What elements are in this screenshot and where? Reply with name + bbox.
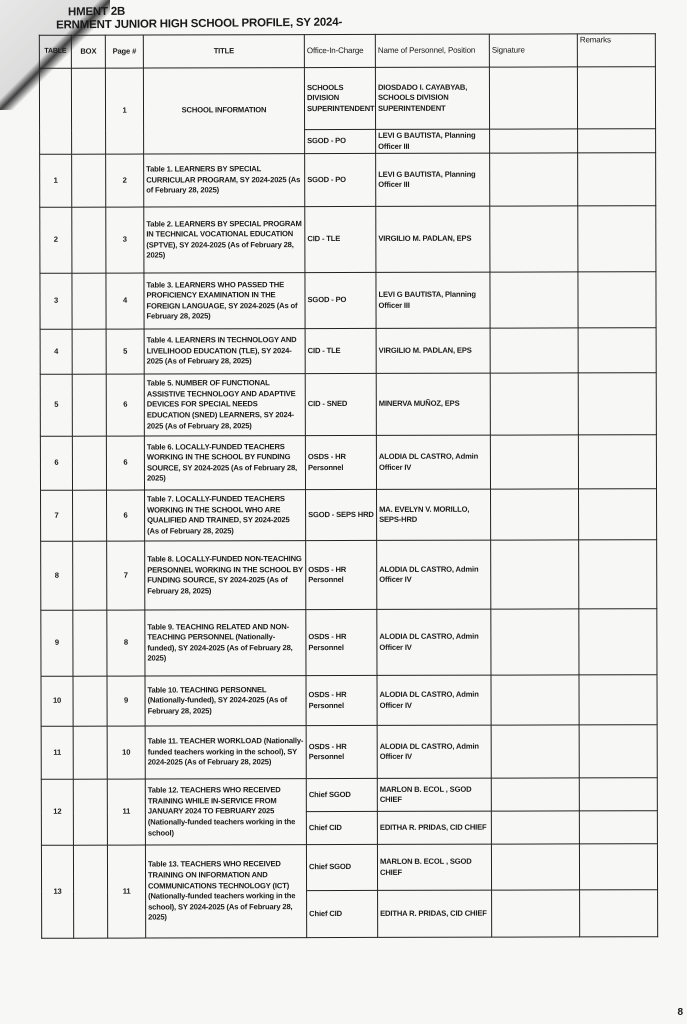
cell-remarks[interactable]: [579, 489, 657, 540]
cell-remarks[interactable]: [579, 844, 657, 890]
cell-remarks[interactable]: [578, 373, 656, 435]
cell-signature[interactable]: [491, 489, 579, 540]
cell-personnel: MINERVA MUÑOZ, EPS: [376, 373, 490, 435]
cell-title: Table 1. LEARNERS BY SPECIAL CURRICULAR PROGRAM, SY 2024-2025 (As of February 28, 2025): [144, 154, 305, 207]
col-header-title: TITLE: [143, 35, 304, 68]
table-row: [40, 206, 656, 274]
cell-personnel: EDITHA R. PRIDAS, CID CHIEF: [377, 811, 491, 844]
cell-office-in-charge: Chief SGOD: [306, 779, 377, 812]
cell-table-number: 8: [41, 541, 73, 610]
table-row: [40, 435, 656, 491]
col-header-signature: Signature: [489, 34, 577, 67]
cell-table-number: 12: [41, 779, 73, 845]
cell-table-number: 7: [41, 490, 73, 541]
table-row: [41, 778, 657, 813]
table-row: [41, 489, 657, 542]
table-row: [41, 675, 657, 727]
cell-box: [71, 68, 105, 154]
cell-title: Table 11. TEACHER WORKLOAD (Nationally-funded teachers working in the school), SY 2024-2025 (As of February 28, 2025): [145, 726, 306, 779]
cell-remarks[interactable]: [579, 540, 657, 609]
cell-table-number: 1: [40, 154, 72, 207]
table-row: [41, 844, 657, 892]
cell-box: [73, 779, 107, 845]
cell-signature[interactable]: [491, 844, 579, 890]
cell-personnel: ALODIA DL CASTRO, Admin Officer IV: [377, 725, 491, 778]
table-row: [40, 272, 656, 330]
cell-personnel: LEVI G BAUTISTA, Planning Officer III: [376, 153, 490, 206]
col-header-remarks: Remarks: [577, 34, 655, 67]
cell-remarks[interactable]: [578, 435, 656, 489]
attachment-label: HMENT 2B: [67, 5, 126, 19]
cell-page-number: 9: [107, 676, 145, 726]
cell-page-number: 11: [107, 779, 145, 845]
cell-page-number: 3: [106, 207, 144, 273]
table-row: [40, 328, 656, 375]
cell-signature[interactable]: [489, 67, 577, 129]
cell-personnel: EDITHA R. PRIDAS, CID CHIEF: [378, 890, 492, 937]
cell-page-number: 4: [106, 273, 144, 329]
cell-signature[interactable]: [491, 778, 579, 811]
cell-signature[interactable]: [490, 206, 578, 272]
cell-box: [73, 541, 107, 610]
cell-box: [73, 610, 107, 676]
cell-signature[interactable]: [491, 540, 579, 609]
cell-box: [73, 490, 107, 541]
cell-title: Table 12. TEACHERS WHO RECEIVED TRAINING WHILE IN-SERVICE FROM JANUARY 2024 TO FEBRUARY 2025 (Nationally-funded teachers working in the school): [145, 779, 306, 845]
cell-office-in-charge: SGOD - PO: [305, 273, 376, 329]
cell-office-in-charge: CID - TLE: [305, 329, 376, 374]
cell-personnel: MARLON B. ECOL , SGOD CHIEF: [377, 844, 491, 890]
cell-remarks[interactable]: [578, 206, 656, 272]
cell-box: [73, 845, 107, 938]
cell-title: Table 9. TEACHING RELATED AND NON-TEACHING PERSONNEL (Nationally-funded), SY 2024-2025 (As of February 28, 2025): [145, 610, 306, 676]
cell-signature[interactable]: [491, 725, 579, 778]
cell-office-in-charge: OSDS - HR Personnel: [305, 436, 376, 490]
cell-signature[interactable]: [490, 373, 578, 435]
cell-signature[interactable]: [490, 328, 578, 373]
table-row: [41, 540, 657, 611]
cell-personnel: VIRGILIO M. PADLAN, EPS: [376, 206, 490, 272]
cell-table-number: 13: [41, 845, 73, 938]
cell-signature[interactable]: [490, 272, 578, 328]
cell-box: [73, 726, 107, 779]
cell-remarks[interactable]: [577, 67, 655, 129]
cell-remarks[interactable]: [579, 609, 657, 675]
cell-title: Table 6. LOCALLY-FUNDED TEACHERS WORKING IN THE SCHOOL BY FUNDING SOURCE, SY 2024-2025 (As of February 28, 2025): [144, 436, 305, 490]
cell-table-number: 9: [41, 610, 73, 676]
cell-personnel: MA. EVELYN V. MORILLO, SEPS-HRD: [377, 489, 491, 540]
cell-page-number: 6: [106, 436, 144, 490]
col-header-office: Office-In-Charge: [304, 34, 375, 67]
cell-personnel: ALODIA DL CASTRO, Admin Officer IV: [377, 675, 491, 725]
cell-title: Table 10. TEACHING PERSONNEL (Nationally-funded), SY 2024-2025 (As of February 28, 2025): [145, 676, 306, 726]
cell-table-number: 2: [40, 207, 72, 273]
cell-title: Table 8. LOCALLY-FUNDED NON-TEACHING PERSONNEL WORKING IN THE SCHOOL BY FUNDING SOURCE, SY 2024-2025 (As of February 28, 2025): [145, 541, 306, 610]
cell-remarks[interactable]: [578, 129, 656, 153]
cell-page-number: 2: [106, 154, 144, 207]
cell-remarks[interactable]: [579, 778, 657, 811]
cell-box: [72, 154, 106, 207]
cell-page-number: 6: [106, 374, 144, 436]
cell-page-number: 7: [107, 541, 145, 610]
cell-signature[interactable]: [490, 129, 578, 153]
header-row: [39, 34, 655, 69]
cell-remarks[interactable]: [578, 272, 656, 328]
cell-remarks[interactable]: [579, 725, 657, 778]
col-header-box: BOX: [71, 35, 105, 68]
cell-signature[interactable]: [490, 435, 578, 489]
cell-box: [72, 329, 106, 374]
cell-office-in-charge: SGOD - PO: [305, 154, 376, 207]
cell-title: Table 4. LEARNERS IN TECHNOLOGY AND LIVELIHOOD EDUCATION (TLE), SY 2024-2025 (As of February 28, 2025): [144, 329, 305, 374]
cell-box: [72, 436, 106, 490]
cell-personnel: LEVI G BAUTISTA, Planning Officer III: [376, 272, 490, 328]
cell-remarks[interactable]: [579, 675, 657, 725]
cell-box: [72, 273, 106, 329]
cell-table-number: 10: [41, 676, 73, 726]
cell-signature[interactable]: [491, 675, 579, 725]
cell-personnel: LEVI G BAUTISTA, Planning Officer III: [376, 129, 490, 153]
table-row: [40, 153, 656, 208]
cell-signature[interactable]: [492, 890, 580, 937]
col-header-table: TABLE: [39, 35, 71, 68]
table-row: [41, 725, 657, 780]
cell-personnel: DIOSDADO I. CAYABYAB, SCHOOLS DIVISION SUPERINTENDENT: [375, 67, 489, 129]
cell-page-number: 10: [107, 726, 145, 779]
cell-personnel: VIRGILIO M. PADLAN, EPS: [376, 328, 490, 373]
cell-table-number: 11: [41, 726, 73, 779]
page-number: 8: [677, 1007, 683, 1018]
cell-office-in-charge: OSDS - HR Personnel: [306, 610, 377, 676]
cell-personnel: ALODIA DL CASTRO, Admin Officer IV: [376, 435, 490, 489]
document-title: ERNMENT JUNIOR HIGH SCHOOL PROFILE, SY 2024-: [56, 16, 343, 32]
col-header-personnel: Name of Personnel, Position: [375, 34, 489, 67]
cell-table-number: 4: [40, 329, 72, 374]
cell-title: Table 3. LEARNERS WHO PASSED THE PROFICIENCY EXAMINATION IN THE FOREIGN LANGUAGE, SY 2024-2025 (As of February 28, 2025): [144, 273, 305, 329]
cell-office-in-charge: OSDS - HR Personnel: [306, 676, 377, 726]
cell-office-in-charge: Chief CID: [306, 812, 377, 845]
cell-remarks[interactable]: [578, 328, 656, 373]
cell-table-number: 6: [40, 436, 72, 490]
cell-page-number: 1: [105, 68, 143, 154]
cell-box: [73, 676, 107, 726]
cell-table-number: [39, 68, 71, 154]
col-header-page: Page #: [105, 35, 143, 68]
cell-title: Table 13. TEACHERS WHO RECEIVED TRAINING ON INFORMATION AND COMMUNICATIONS TECHNOLOGY (ICT) (Nationally-funded teachers working in the school), SY 2024-2025 (As of February 28, 2025): [145, 845, 306, 938]
cell-signature[interactable]: [490, 153, 578, 206]
cell-table-number: 3: [40, 273, 72, 329]
cell-page-number: 6: [107, 490, 145, 541]
cell-office-in-charge: CID - SNED: [305, 374, 376, 436]
cell-office-in-charge: Chief SGOD: [306, 845, 377, 891]
table-row: [39, 67, 655, 131]
cell-office-in-charge: SGOD - SEPS HRD: [306, 490, 377, 541]
cell-title: Table 5. NUMBER OF FUNCTIONAL ASSISTIVE TECHNOLOGY AND ADAPTIVE DEVICES FOR SPECIAL NEEDS EDUCATION (SNED) LEARNERS, SY 2024-2025 (As of February 28, 2025): [144, 374, 305, 436]
cell-title: SCHOOL INFORMATION: [143, 68, 304, 155]
cell-table-number: 5: [40, 374, 72, 436]
cell-personnel: MARLON B. ECOL , SGOD CHIEF: [377, 778, 491, 811]
profile-checklist-table: [39, 33, 658, 939]
cell-office-in-charge: Chief CID: [307, 891, 378, 938]
cell-office-in-charge: OSDS - HR Personnel: [306, 726, 377, 779]
table-row: [40, 373, 656, 437]
cell-box: [72, 374, 106, 436]
cell-signature[interactable]: [491, 609, 579, 675]
cell-page-number: 11: [107, 845, 145, 938]
cell-box: [72, 207, 106, 273]
document-heading: [56, 4, 342, 33]
cell-page-number: 5: [106, 329, 144, 374]
cell-office-in-charge: CID - TLE: [305, 207, 376, 273]
cell-page-number: 8: [107, 610, 145, 676]
cell-personnel: ALODIA DL CASTRO, Admin Officer IV: [377, 540, 491, 609]
cell-office-in-charge: SGOD - PO: [305, 129, 376, 153]
cell-office-in-charge: OSDS - HR Personnel: [306, 541, 377, 610]
cell-remarks[interactable]: [580, 890, 658, 937]
cell-title: Table 2. LEARNERS BY SPECIAL PROGRAM IN TECHNICAL VOCATIONAL EDUCATION (SPTVE), SY 2024-2025 (As of February 28, 2025): [144, 207, 305, 273]
cell-title: Table 7. LOCALLY-FUNDED TEACHERS WORKING IN THE SCHOOL WHO ARE QUALIFIED AND TRAINED, SY 2024-2025 (As of February 28, 2025): [145, 490, 306, 541]
cell-office-in-charge: SCHOOLS DIVISION SUPERINTENDENT: [304, 67, 375, 129]
cell-signature[interactable]: [491, 811, 579, 844]
table-row: [41, 609, 657, 677]
cell-personnel: ALODIA DL CASTRO, Admin Officer IV: [377, 609, 491, 675]
cell-remarks[interactable]: [579, 811, 657, 844]
cell-remarks[interactable]: [578, 153, 656, 206]
